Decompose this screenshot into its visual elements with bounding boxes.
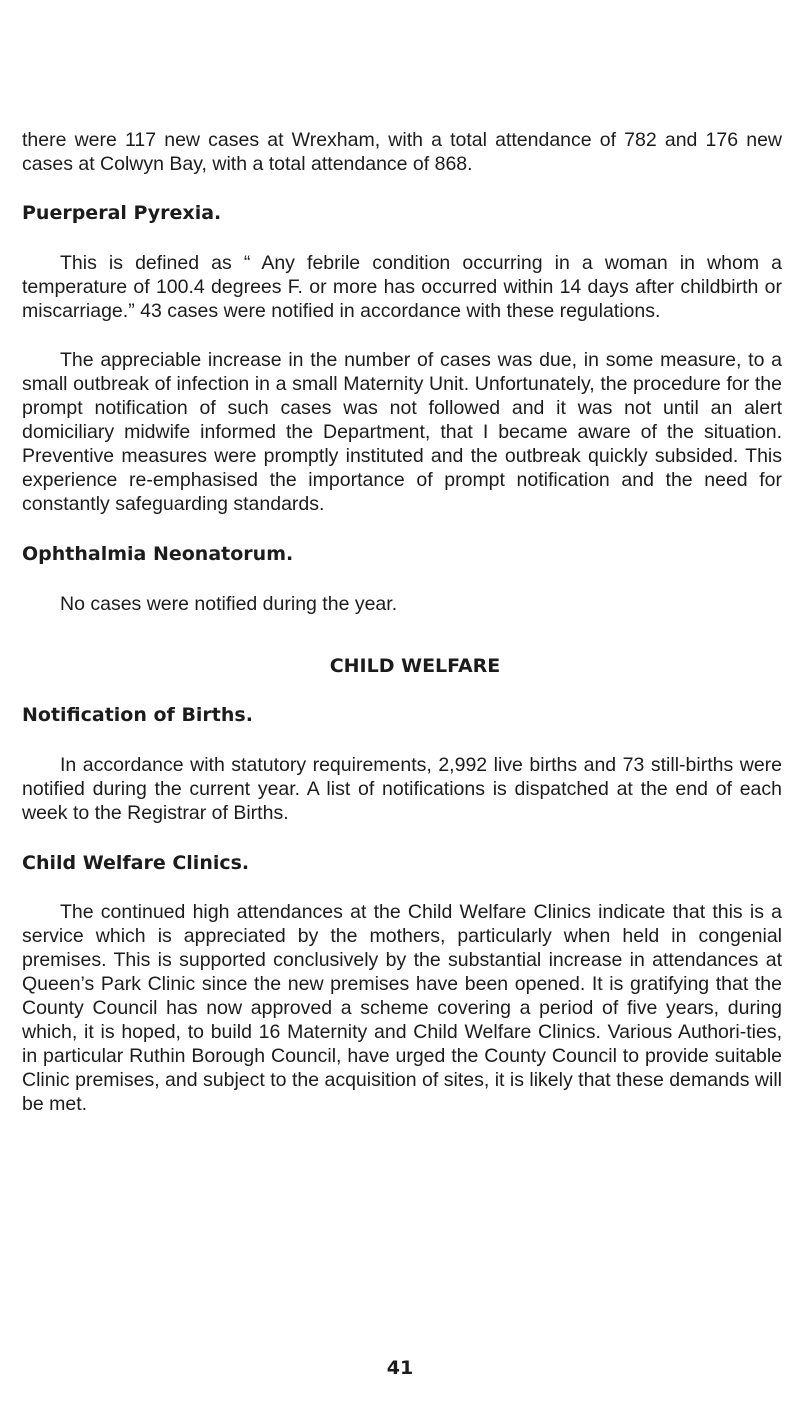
- child-welfare-clinics-heading: Child Welfare Clinics.: [22, 852, 250, 874]
- document-page: [22, 128, 782, 1116]
- puerperal-definition-paragraph: This is defined as “ Any febrile condition occurring in a woman in whom a temperature of 100.4 degrees F. or more has occurred within 14 days after childbirth or miscarriage.” 43 cases were notified in accordance with these regulations.: [22, 252, 782, 322]
- puerperal-outbreak-paragraph: The appreciable increase in the number of cases was due, in some measure, to a small outbreak of infection in a small Maternity Unit. Unfortunately, the procedure for the prompt notification of such cases was not followed and it was not until an alert domiciliary midwife informed the Department, that I became aware of the situation. Preventive measures were promptly instituted and the outbreak quickly subsided. This experience re-emphasised the importance of prompt notification and the need for constantly safeguarding standards.: [22, 349, 782, 515]
- child-welfare-section-title: CHILD WELFARE: [329, 655, 501, 677]
- notification-of-births-heading: Notification of Births.: [22, 704, 253, 726]
- ophthalmia-paragraph: No cases were notified during the year.: [60, 593, 398, 615]
- clinics-paragraph: The continued high attendances at the Child Welfare Clinics indicate that this is a service which is appreciated by the mothers, particularly when held in congenial premises. This is supported conclusively by the substantial increase in attendances at Queen’s Park Clinic since the new premises have been opened. It is gratifying that the County Council has now approved a scheme covering a period of five years, during which, it is hoped, to build 16 Maternity and Child Welfare Clinics. Various Authori-ties, in particular Ruthin Borough Council, have urged the County Council to provide suitable Clinic premises, and subject to the acquisition of sites, it is likely that these demands will be met.: [22, 901, 782, 1115]
- puerperal-pyrexia-heading: Puerperal Pyrexia.: [22, 202, 222, 224]
- ophthalmia-heading: Ophthalmia Neonatorum.: [22, 543, 294, 565]
- page-number: 41: [386, 1357, 414, 1379]
- births-paragraph: In accordance with statutory requirements, 2,992 live births and 73 still-births were notified during the current year. A list of notifications is dispatched at the end of each week to the Registrar of Births.: [22, 754, 782, 824]
- intro-paragraph: there were 117 new cases at Wrexham, with a total attendance of 782 and 176 new cases at Colwyn Bay, with a total attendance of 868.: [22, 129, 782, 175]
